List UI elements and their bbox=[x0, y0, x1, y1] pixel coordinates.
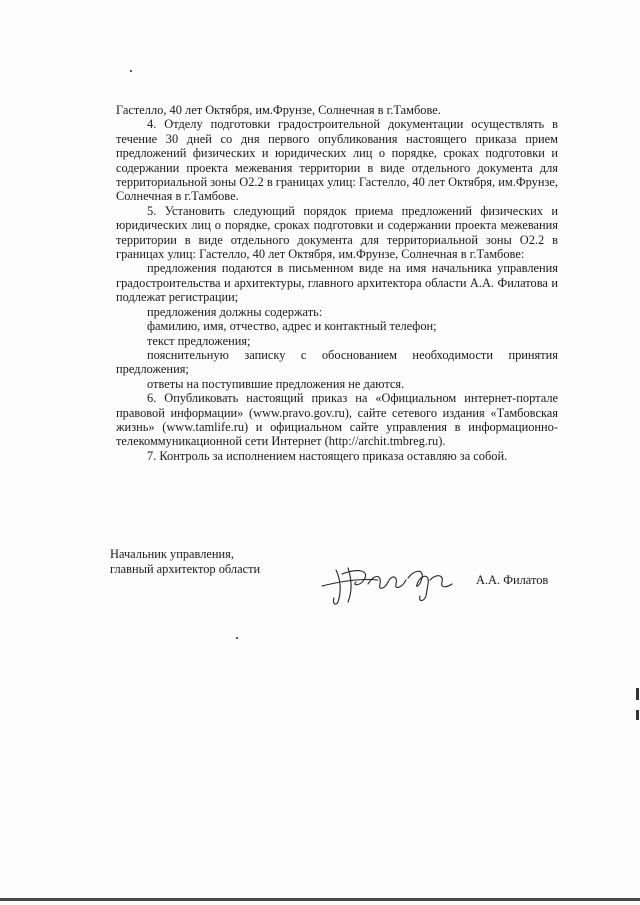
paragraph-proposal-submission: предложения подаются в письменном виде на имя начальника управления градостроительства и архитектуры, главного архитектора области А.А. Филатова и подлежат регистрации; bbox=[116, 261, 558, 305]
signatory-position-line1: Начальник управления, bbox=[110, 547, 234, 561]
paragraph-item-6: 6. Опубликовать настоящий приказ на «Официальном интернет-портале правовой информации» (www.pravo.gov.ru), сайте сетевого издания «Тамбовская жизнь» (www.tamlife.ru) и официальном сайте управления в информационно-телекоммуникационной сети Интернет (http://archit.tmbreg.ru). bbox=[116, 391, 558, 449]
paragraph-item-5: 5. Установить следующий порядок приема предложений физических и юридических лиц о порядке, сроках подготовки и содержании проекта межевания территории в виде отдельного документа для территориальной зоны О2.2 в границах улиц: Гастелло, 40 лет Октября, им.Фрунзе, Солнечная в г.Тамбове: bbox=[116, 203, 558, 262]
scan-edge-mark bbox=[636, 688, 639, 700]
paragraph-explanatory-note: пояснительную записку с обоснованием необходимости принятия предложения; bbox=[116, 347, 558, 377]
paragraph-item-4: 4. Отделу подготовки градостроительной документации осуществлять в течение 30 дней со дня первого опубликования настоящего приказа прием предложений физических и юридических лиц о порядке, сроках подготовки и содержании проекта межевания территории в виде отдельного документа для территориальной зоны О2.2 в границах улиц: Гастелло, 40 лет Октября, им.Фрунзе, Солнечная в г.Тамбове. bbox=[116, 117, 558, 204]
scan-speck bbox=[236, 637, 238, 639]
scan-bottom-edge bbox=[0, 898, 640, 901]
scan-speck bbox=[130, 70, 132, 72]
handwritten-signature bbox=[318, 556, 458, 610]
paragraph-proposal-text: текст предложения; bbox=[147, 333, 251, 348]
paragraph-item-7: 7. Контроль за исполнением настоящего приказа оставляю за собой. bbox=[147, 448, 508, 463]
paragraph-proposal-content: предложения должны содержать: bbox=[147, 304, 323, 319]
document-body bbox=[116, 103, 558, 463]
paragraph-continuation: Гастелло, 40 лет Октября, им.Фрунзе, Солнечная в г.Тамбове. bbox=[116, 103, 441, 117]
scan-edge-mark bbox=[636, 710, 639, 720]
signatory-position-line2: главный архитектор области bbox=[110, 561, 261, 576]
paragraph-no-replies: ответы на поступившие предложения не даются. bbox=[147, 376, 405, 391]
signatory-name: А.А. Филатов bbox=[476, 573, 549, 587]
paragraph-contact-info: фамилию, имя, отчество, адрес и контактный телефон; bbox=[147, 319, 437, 334]
signatory-position bbox=[110, 547, 260, 576]
